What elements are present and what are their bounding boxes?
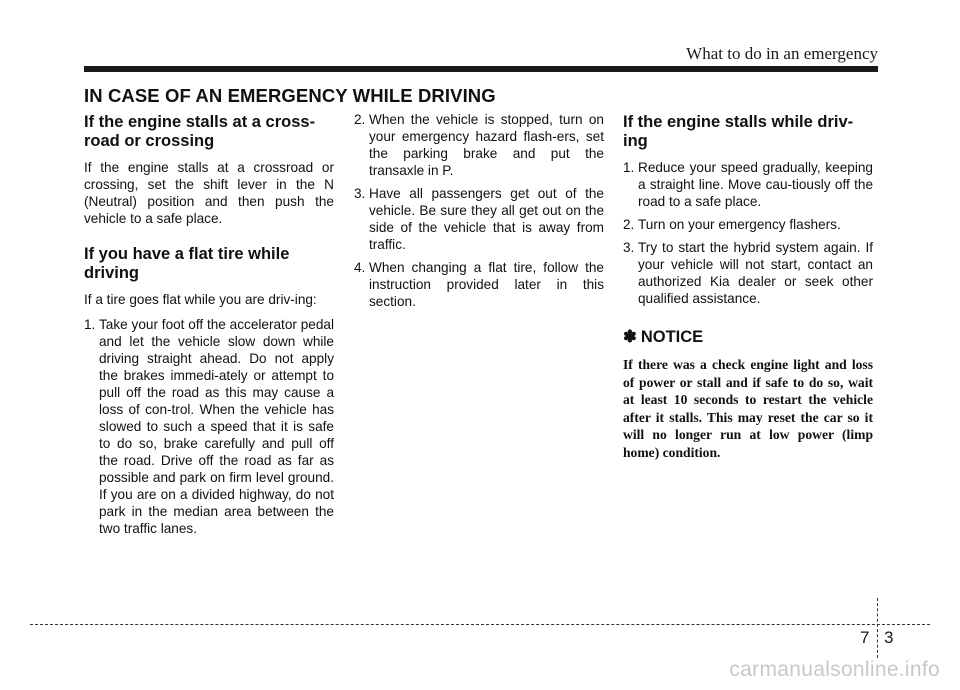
- step-number: 2.: [354, 112, 366, 127]
- step-text: When the vehicle is stopped, turn on your emergency hazard flash-ers, set the parking brake and put the transaxle in P.: [369, 112, 604, 178]
- page-number: 3: [884, 628, 894, 647]
- flat-tire-steps-part2: [354, 111, 604, 310]
- step-text: Turn on your emergency flashers.: [638, 217, 841, 232]
- chapter-title: What to do in an emergency: [686, 44, 878, 63]
- footer-divider: [30, 624, 930, 625]
- step-number: 3.: [354, 186, 366, 201]
- paragraph-flat-tire-intro: If a tire goes flat while you are driv-ing:: [84, 292, 317, 307]
- heading-stall-crossroad: If the engine stalls at a cross-road or crossing: [84, 113, 316, 150]
- section-title: IN CASE OF AN EMERGENCY WHILE DRIVING: [84, 85, 496, 106]
- list-item: [84, 316, 334, 537]
- paragraph-stall-crossroad: If the engine stalls at a crossroad or crossing, set the shift lever in the N (Neutral) position and then push the vehicle to a safe place.: [84, 160, 334, 226]
- page-chapter-number: 7: [860, 628, 870, 647]
- list-item: [623, 216, 873, 233]
- step-number: 4.: [354, 260, 366, 275]
- step-text: Reduce your speed gradually, keeping a straight line. Move cau-tiously off the road to a safe place.: [638, 160, 873, 209]
- header-rule: [84, 66, 878, 72]
- flat-tire-steps-part1: [84, 316, 334, 537]
- step-number: 1.: [84, 317, 96, 332]
- notice-title: NOTICE: [640, 327, 704, 346]
- list-item: [354, 259, 604, 310]
- notice-star-icon: ✽: [623, 328, 637, 346]
- step-number: 3.: [623, 240, 635, 255]
- step-text: When changing a flat tire, follow the instruction provided later in this section.: [369, 260, 604, 309]
- list-item: [623, 159, 873, 210]
- step-number: 1.: [623, 160, 635, 175]
- column-middle: [354, 111, 604, 316]
- stall-driving-steps: [623, 159, 873, 307]
- column-right: [623, 113, 873, 461]
- notice-heading: [623, 327, 873, 347]
- step-text: Have all passengers get out of the vehicle. Be sure they all get out on the side of the vehicle that is away from traffic.: [369, 186, 604, 252]
- step-text: Try to start the hybrid system again. If your vehicle will not start, contact an authorized Kia dealer or seek other qualified assistance.: [638, 240, 873, 306]
- list-item: [354, 111, 604, 179]
- step-number: 2.: [623, 217, 635, 232]
- heading-flat-tire: If you have a flat tire while driving: [84, 245, 290, 282]
- watermark: carmanualsonline.info: [729, 658, 940, 681]
- page-number-divider: [877, 598, 878, 658]
- notice-body: If there was a check engine light and loss of power or stall and if safe to do so, wait at least 10 seconds to restart the vehicle after it stalls. This may reset the car so it will no longer run at low power (limp home) condition.: [623, 357, 873, 460]
- column-left: [84, 113, 334, 543]
- list-item: [623, 239, 873, 307]
- step-text: Take your foot off the accelerator pedal and let the vehicle slow down while driving straight ahead. Do not apply the brakes immedi-ately or attempt to pull off the road as this may cause a loss of con-trol. When the vehicle has slowed to such a speed that it is safe to do so, brake carefully and pull off the road. Drive off the road as far as possible and park on firm level ground. If you are on a divided highway, do not park in the median area between the two traffic lanes.: [99, 317, 334, 536]
- list-item: [354, 185, 604, 253]
- heading-stall-driving: If the engine stalls while driv-ing: [623, 113, 854, 150]
